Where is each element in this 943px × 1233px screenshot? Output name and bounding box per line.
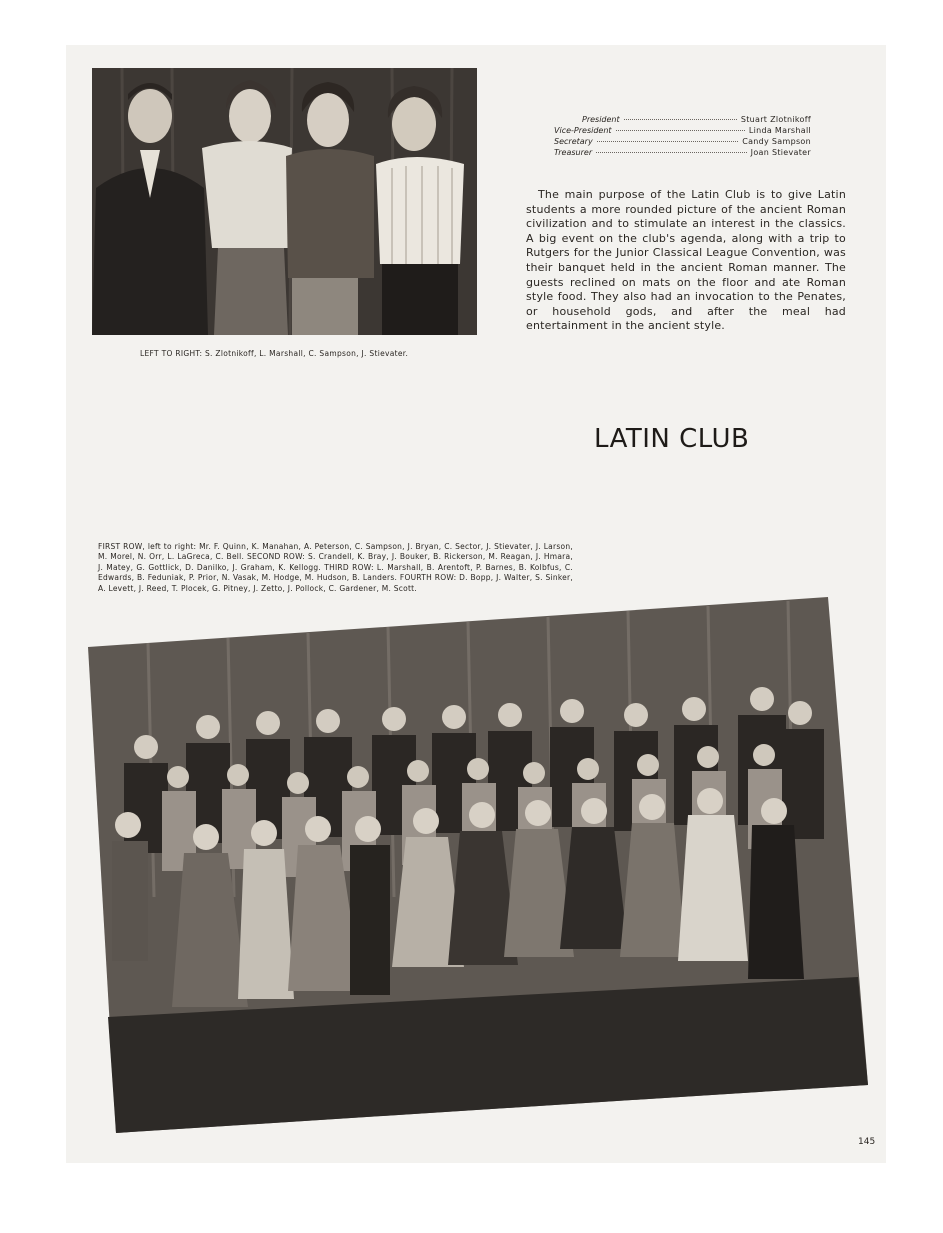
officer-row <box>554 147 811 158</box>
officer-role: Secretary <box>554 137 593 146</box>
officer-name: Stuart Zlotnikoff <box>740 115 811 124</box>
leader-dots <box>616 130 745 131</box>
officers-photo <box>92 68 477 335</box>
officer-name: Joan Stievater <box>750 148 811 157</box>
officer-row <box>554 125 811 136</box>
page-title: LATIN CLUB <box>594 424 750 454</box>
officer-role: Treasurer <box>554 148 593 157</box>
officer-row <box>554 114 811 125</box>
officers-list <box>554 114 811 158</box>
leader-dots <box>596 152 747 153</box>
officer-role: Vice-President <box>554 126 612 135</box>
officers-photo-caption: LEFT TO RIGHT: S. Zlotnikoff, L. Marshall, C. Sampson, J. Stievater. <box>140 349 409 358</box>
group-photo-caption: FIRST ROW, left to right: Mr. F. Quinn, K. Manahan, A. Peterson, C. Sampson, J. Bryan, C. Sector, J. Stievater, J. Larson, M. Morel, N. Orr, L. LaGreca, C. Bell. SECOND ROW: S. Crandell, K. Bray, J. Bouker, B. Rickerson, M. Reagan, J. Hmara, J. Matey, G. Gottlick, D. Danilko, J. Graham, K. Kellogg. THIRD ROW: L. Marshall, B. Arentoft, P. Barnes, B. Kolbfus, C. Edwards, B. Feduniak, P. Prior, N. Vasak, M. Hodge, M. Hudson, B. Landers. FOURTH ROW: D. Bopp, J. Walter, S. Sinker, A. Levett, J. Reed, T. Plocek, G. Pitney, J. Zetto, J. Pollock, C. Gardener, M. Scott. <box>98 541 573 593</box>
officer-name: Candy Sampson <box>742 137 811 146</box>
leader-dots <box>597 141 739 142</box>
page-number: 145 <box>858 1137 876 1147</box>
yearbook-page <box>66 45 886 1163</box>
leader-dots <box>624 119 737 120</box>
officer-role: President <box>582 115 620 124</box>
officer-row <box>554 136 811 147</box>
officer-name: Linda Marshall <box>748 126 811 135</box>
group-photo <box>88 597 868 1133</box>
club-purpose-paragraph: The main purpose of the Latin Club is to give Latin students a more rounded picture of the ancient Roman civilization and to stimulate an interest in the classics. A big event on the club's agenda, along with a trip to Rutgers for the Junior Classical League Convention, was their banquet held in the ancient Roman manner. The guests reclined on mats on the floor and ate Roman style food. They also had an invocation to the Penates, or household gods, and after the meal had entertainment in the ancient style. <box>526 188 846 333</box>
